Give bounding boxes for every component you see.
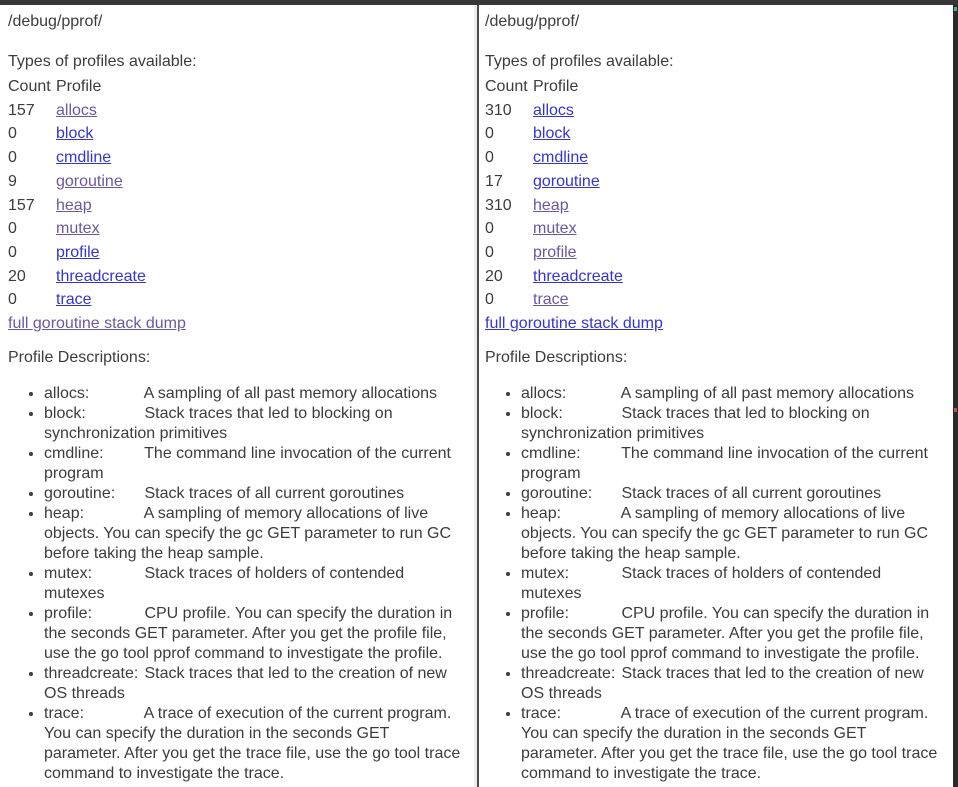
- pprof-window-right: [477, 5, 953, 787]
- full-goroutine-stack-dump-link[interactable]: full goroutine stack dump: [485, 315, 663, 333]
- profile-description-name: threadcreate:: [521, 665, 616, 683]
- profile-description-name: cmdline:: [44, 445, 104, 463]
- profile-description-item: [44, 664, 466, 704]
- minimap-mark-0: [954, 7, 957, 11]
- profile-count: 157: [8, 196, 35, 214]
- profile-description-item: [44, 604, 466, 664]
- profile-description-item: [521, 704, 943, 784]
- full-goroutine-stack-dump-link[interactable]: full goroutine stack dump: [8, 315, 186, 333]
- profile-count: 17: [485, 172, 503, 190]
- profile-description-item: [44, 484, 466, 504]
- profile-count: 0: [485, 220, 494, 238]
- profile-link[interactable]: mutex: [56, 220, 100, 238]
- profile-row: [485, 241, 623, 265]
- profile-link[interactable]: profile: [533, 243, 577, 261]
- profile-link[interactable]: goroutine: [56, 172, 123, 190]
- profile-description-item: [44, 704, 466, 784]
- profile-count: 0: [485, 149, 494, 167]
- count-column-header: Count: [8, 78, 51, 95]
- profile-row: [8, 170, 146, 194]
- profile-count: 310: [485, 101, 512, 119]
- profile-descriptions-list: [485, 384, 945, 784]
- profile-row: [8, 265, 146, 289]
- profile-description-name: profile:: [44, 605, 93, 623]
- profile-description-name: mutex:: [521, 565, 570, 583]
- profile-row: [485, 99, 623, 123]
- profile-link[interactable]: trace: [56, 291, 92, 309]
- profile-link[interactable]: heap: [533, 196, 569, 214]
- profile-count: 0: [8, 125, 17, 143]
- profile-description-text: A trace of execution of the current program. You can specify the duration in the seconds GET parameter. After you get the trace file, use the go tool trace command to investigate the trace.: [44, 705, 461, 783]
- profile-link[interactable]: threadcreate: [56, 267, 146, 285]
- profile-link[interactable]: allocs: [56, 101, 97, 119]
- profile-description-text: A sampling of all past memory allocations: [143, 385, 438, 403]
- profile-count: 157: [8, 101, 35, 119]
- profile-link[interactable]: cmdline: [56, 149, 112, 167]
- count-column-header: Count: [485, 78, 528, 95]
- profile-count: 310: [485, 196, 512, 214]
- profile-description-text: A sampling of memory allocations of live objects. You can specify the gc GET parameter to run GC before taking the heap sample.: [44, 505, 452, 563]
- profile-description-name: goroutine:: [44, 485, 116, 503]
- profile-row: [485, 265, 623, 289]
- profile-description-name: mutex:: [44, 565, 93, 583]
- profile-description-text: Stack traces of all current goroutines: [144, 485, 405, 503]
- profile-link[interactable]: profile: [56, 243, 100, 261]
- profile-description-text: Stack traces that led to the creation of new OS threads: [44, 665, 447, 703]
- profile-descriptions-list: [8, 384, 466, 784]
- profile-description-item: [44, 564, 466, 604]
- profile-description-item: [44, 384, 466, 404]
- profiles-available-heading: Types of profiles available:: [485, 53, 674, 70]
- profile-description-text: Stack traces of all current goroutines: [621, 485, 882, 503]
- profile-row: [485, 194, 623, 218]
- profile-description-text: The command line invocation of the current program: [44, 445, 451, 483]
- profile-description-item: [521, 604, 943, 664]
- profiles-table: [8, 75, 146, 312]
- profile-description-name: cmdline:: [521, 445, 581, 463]
- profile-description-text: CPU profile. You can specify the duration in the seconds GET parameter. After you get the profile file, use the go tool pprof command to investigate the profile.: [44, 605, 453, 663]
- pprof-page: [0, 5, 474, 784]
- window-chrome-bar: [0, 0, 958, 5]
- profile-row: [485, 146, 623, 170]
- profile-row: [8, 146, 146, 170]
- profile-count: 0: [8, 149, 17, 167]
- profile-description-text: Stack traces of holders of contended mutexes: [44, 565, 405, 603]
- profile-row: [8, 288, 146, 312]
- page-title: /debug/pprof/: [485, 13, 580, 30]
- profile-descriptions-heading: Profile Descriptions:: [8, 349, 151, 367]
- profile-link[interactable]: cmdline: [533, 149, 589, 167]
- profile-row: [485, 122, 623, 146]
- profile-description-text: Stack traces that led to blocking on synchronization primitives: [521, 405, 870, 443]
- profile-description-text: Stack traces of holders of contended mutexes: [521, 565, 882, 603]
- profile-row: [8, 99, 146, 123]
- profile-description-text: Stack traces that led to the creation of new OS threads: [521, 665, 924, 703]
- page-title: /debug/pprof/: [8, 13, 103, 30]
- editor-minimap-strip: [953, 0, 958, 787]
- profile-column-header: Profile: [533, 78, 579, 95]
- profile-description-text: A trace of execution of the current program. You can specify the duration in the seconds GET parameter. After you get the trace file, use the go tool trace command to investigate the trace.: [521, 705, 938, 783]
- profile-count: 0: [485, 291, 494, 309]
- profile-description-name: block:: [44, 405, 86, 423]
- profile-description-name: profile:: [521, 605, 570, 623]
- profile-count: 0: [8, 243, 17, 261]
- profile-description-text: Stack traces that led to blocking on synchronization primitives: [44, 405, 393, 443]
- profile-link[interactable]: block: [56, 125, 94, 143]
- profile-description-item: [521, 384, 943, 404]
- profile-column-header: Profile: [56, 78, 102, 95]
- profile-description-text: CPU profile. You can specify the duration in the seconds GET parameter. After you get the profile file, use the go tool pprof command to investigate the profile.: [521, 605, 930, 663]
- profile-description-name: heap:: [521, 505, 562, 523]
- profile-count: 0: [485, 243, 494, 261]
- profile-link[interactable]: threadcreate: [533, 267, 623, 285]
- profile-count: 0: [485, 125, 494, 143]
- profile-description-text: A sampling of memory allocations of live objects. You can specify the gc GET parameter to run GC before taking the heap sample.: [521, 505, 929, 563]
- profile-row: [485, 288, 623, 312]
- profile-description-item: [521, 404, 943, 444]
- profiles-table-header-row: [485, 75, 623, 99]
- profile-link[interactable]: heap: [56, 196, 92, 214]
- profile-description-name: allocs:: [521, 385, 567, 403]
- profile-description-name: allocs:: [44, 385, 90, 403]
- profile-count: 0: [8, 291, 17, 309]
- profile-description-name: threadcreate:: [44, 665, 139, 683]
- profile-link[interactable]: allocs: [533, 101, 574, 119]
- profile-description-item: [521, 664, 943, 704]
- profile-description-name: goroutine:: [521, 485, 593, 503]
- profile-count: 20: [8, 267, 26, 285]
- profiles-table-header-row: [8, 75, 146, 99]
- profile-description-name: heap:: [44, 505, 85, 523]
- profile-link[interactable]: block: [533, 125, 571, 143]
- profiles-available-heading: Types of profiles available:: [8, 53, 197, 70]
- profile-row: [8, 217, 146, 241]
- profile-description-item: [44, 404, 466, 444]
- profile-description-item: [521, 504, 943, 564]
- profile-row: [8, 122, 146, 146]
- pprof-page: [479, 5, 953, 784]
- profile-count: 20: [485, 267, 503, 285]
- profile-count: 9: [8, 172, 17, 190]
- profile-description-name: block:: [521, 405, 563, 423]
- profiles-table: [485, 75, 623, 312]
- profile-description-text: A sampling of all past memory allocations: [620, 385, 915, 403]
- profile-description-item: [44, 504, 466, 564]
- profile-link[interactable]: goroutine: [533, 172, 600, 190]
- profile-description-item: [521, 484, 943, 504]
- profile-count: 0: [8, 220, 17, 238]
- profile-row: [485, 170, 623, 194]
- profile-descriptions-heading: Profile Descriptions:: [485, 349, 628, 367]
- profile-link[interactable]: mutex: [533, 220, 577, 238]
- profile-description-name: trace:: [521, 705, 562, 723]
- profile-row: [485, 217, 623, 241]
- profile-description-item: [521, 564, 943, 604]
- profile-row: [8, 241, 146, 265]
- profile-row: [8, 194, 146, 218]
- profile-description-name: trace:: [44, 705, 85, 723]
- profile-description-item: [44, 444, 466, 484]
- profile-link[interactable]: trace: [533, 291, 569, 309]
- minimap-mark-1: [954, 408, 957, 412]
- pprof-window-left: [0, 5, 477, 787]
- profile-description-item: [521, 444, 943, 484]
- profile-description-text: The command line invocation of the current program: [521, 445, 928, 483]
